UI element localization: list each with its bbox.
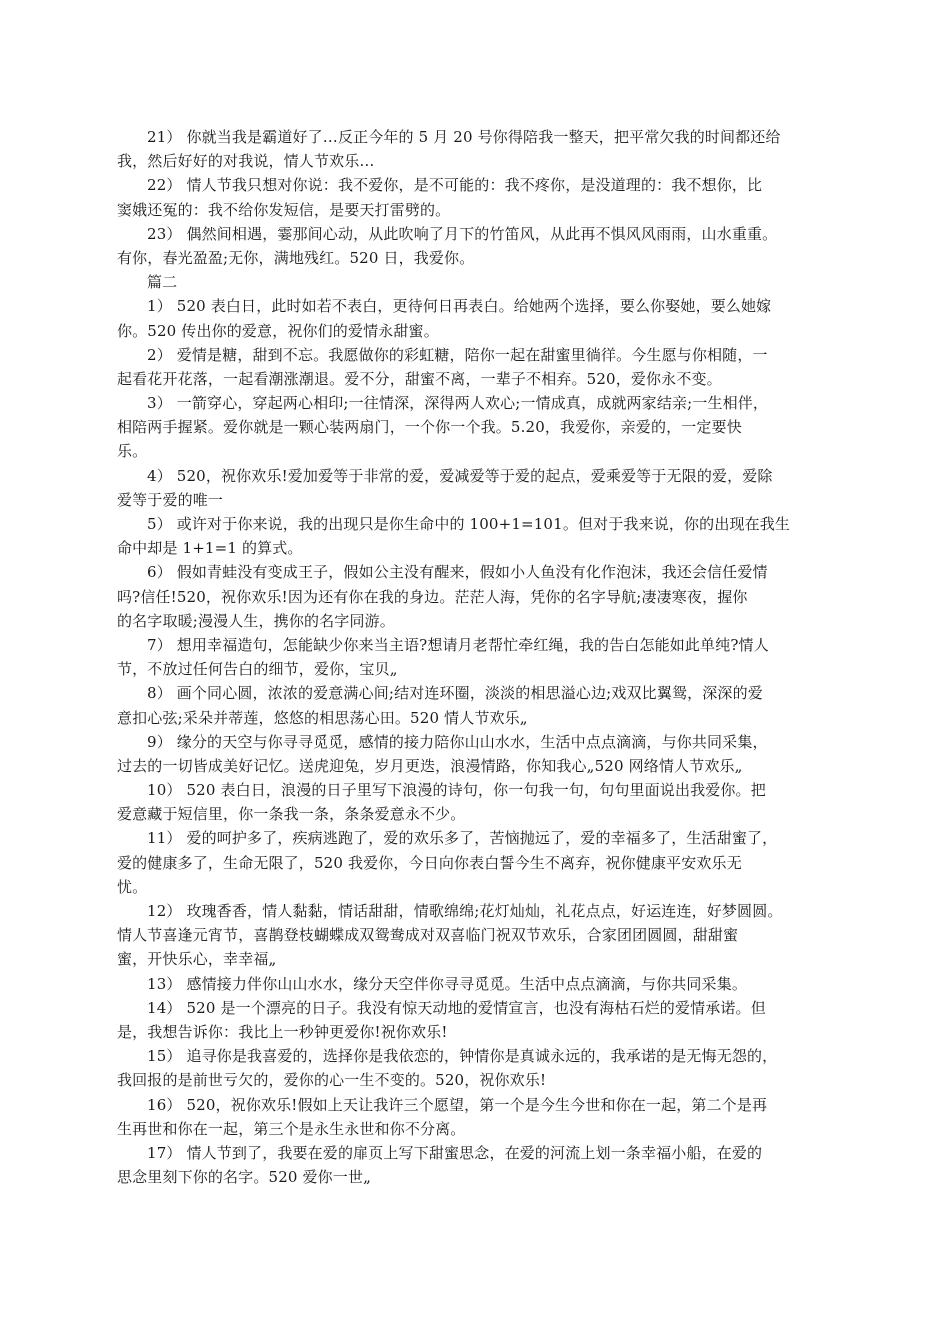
paragraph-continuation-line: 蜜，开快乐心，幸幸福„: [117, 950, 277, 969]
paragraph-continuation-line: 吗?信任!520，祝你欢乐!因为还有你在我的身边。茫茫人海，凭你的名字导航;凄凄寒夜，握你: [117, 587, 748, 606]
paragraph-start-line: 14） 520 是一个漂亮的日子。我没有惊天动地的爱情宣言，也没有海枯石烂的爱情承诺。但: [147, 998, 766, 1017]
paragraph-start-line: 13） 感情接力伴你山山水水，缘分天空伴你寻寻觅觅。生活中点点滴滴，与你共同采集。: [147, 974, 748, 993]
paragraph-continuation-line: 生再世和你在一起，第三个是永生永世和你不分离。: [117, 1119, 466, 1138]
paragraph-continuation-line: 有你，春光盈盈;无你，满地残红。520 日，我爱你。: [117, 248, 475, 267]
paragraph-continuation-line: 爱意藏于短信里，你一条我一条，条条爱意永不少。: [117, 805, 466, 824]
paragraph-continuation-line: 爱等于爱的唯一: [117, 490, 224, 509]
document-body: [117, 125, 817, 1189]
paragraph-start-line: 10） 520 表白日，浪漫的日子里写下浪漫的诗句，你一句我一句，句句里面说出我爱你。把: [147, 781, 766, 800]
paragraph-start-line: 21） 你就当我是霸道好了…反正今年的 5 月 20 号你得陪我一整天，把平常欠我的时间都还给: [147, 128, 781, 146]
paragraph-start-line: 2） 爱情是糖，甜到不忘。我愿做你的彩虹糖，陪你一起在甜蜜里徜徉。今生愿与你相随，一: [147, 345, 768, 364]
paragraph-continuation-line: 情人节喜逢元宵节，喜鹊登枝蝴蝶成双鸳鸯成对双喜临门祝双节欢乐，合家团团圆圆，甜甜蜜: [117, 926, 739, 945]
paragraph-continuation-line: 命中却是 1+1=1 的算式。: [117, 539, 303, 558]
paragraph-start-line: 17） 情人节到了，我要在爱的扉页上写下甜蜜思念，在爱的河流上划一条幸福小船，在爱的: [147, 1143, 763, 1162]
paragraph-start-line: 16） 520，祝你欢乐!假如上天让我许三个愿望，第一个是今生今世和你在一起，第二个是再: [147, 1095, 768, 1114]
document-page: [117, 125, 817, 1189]
paragraph-start-line: 8） 画个同心圆，浓浓的爱意满心间;结对连环圈，淡淡的相思溢心边;戏双比翼鸳，深深的爱: [147, 684, 763, 703]
paragraph-start-line: 7） 想用幸福造句，怎能缺少你来当主语?想请月老帮忙牵红绳，我的告白怎能如此单纯?情人: [147, 635, 769, 654]
paragraph-start-line: 5） 或许对于你来说，我的出现只是你生命中的 100+1=101。但对于我来说，你的出现在我生: [147, 515, 791, 533]
paragraph-continuation-line: 我，然后好好的对我说，情人节欢乐…: [117, 152, 375, 171]
paragraph-continuation-line: 忧。: [117, 877, 148, 896]
paragraph-start-line: 22） 情人节我只想对你说：我不爱你，是不可能的：我不疼你，是没道理的：我不想你，比: [147, 176, 763, 195]
paragraph-start-line: 篇二: [147, 273, 178, 292]
paragraph-start-line: 15） 追寻你是我喜爱的，选择你是我依恋的，钟情你是真诚永远的，我承诺的是无悔无怨的，: [147, 1047, 778, 1066]
paragraph-start-line: 1） 520 表白日，此时如若不表白，更待何日再表白。给她两个选择，要么你娶她，要么她嫁: [147, 297, 772, 316]
paragraph-continuation-line: 乐。: [117, 442, 148, 461]
paragraph-continuation-line: 窦娥还冤的：我不给你发短信，是要天打雷劈的。: [117, 200, 451, 219]
paragraph-continuation-line: 节，不放过任何告白的细节，爱你，宝贝„: [117, 660, 398, 679]
paragraph-start-line: 12） 玫瑰香香，情人黏黏，情话甜甜，情歌绵绵;花灯灿灿，礼花点点，好运连连，好梦圆圆。: [147, 902, 783, 920]
paragraph-continuation-line: 你。520 传出你的爱意，祝你们的爱情永甜蜜。: [117, 321, 439, 340]
paragraph-continuation-line: 思念里刻下你的名字。520 爱你一世„: [117, 1168, 372, 1187]
paragraph-continuation-line: 意扣心弦;采朵并蒂莲，悠悠的相思荡心田。520 情人节欢乐„: [117, 708, 528, 727]
paragraph-continuation-line: 过去的一切皆成美好记忆。送虎迎兔，岁月更迭，浪漫情路，你知我心„520 网络情人节欢乐„: [117, 756, 743, 775]
paragraph-start-line: 9） 缘分的天空与你寻寻觅觅，感情的接力陪你山山水水，生活中点点滴滴，与你共同采集，: [147, 732, 768, 751]
paragraph-continuation-line: 爱的健康多了，生命无限了，520 我爱你，今日向你表白誓今生不离弃，祝你健康平安欢乐无: [117, 853, 742, 872]
paragraph-continuation-line: 的名字取暖;漫漫人生，携你的名字同游。: [117, 611, 395, 630]
paragraph-continuation-line: 是，我想告诉你：我比上一秒钟更爱你!祝你欢乐!: [117, 1022, 448, 1041]
paragraph-start-line: 4） 520，祝你欢乐!爱加爱等于非常的爱，爱减爱等于爱的起点，爱乘爱等于无限的爱，爱除: [147, 466, 773, 485]
paragraph-start-line: 6） 假如青蛙没有变成王子，假如公主没有醒来，假如小人鱼没有化作泡沫，我还会信任爱情: [147, 563, 768, 582]
paragraph-start-line: 23） 偶然间相遇，霎那间心动，从此吹响了月下的竹笛风，从此再不惧风风雨雨，山水重重。: [147, 224, 778, 243]
paragraph-continuation-line: 起看花开花落，一起看潮涨潮退。爱不分，甜蜜不离，一辈子不相弃。520，爱你永不变。: [117, 369, 722, 388]
paragraph-start-line: 11） 爱的呵护多了，疾病逃跑了，爱的欢乐多了，苦恼抛远了，爱的幸福多了，生活甜蜜了，: [147, 829, 778, 848]
paragraph-continuation-line: 我回报的是前世亏欠的，爱你的心一生不变的。520，祝你欢乐!: [117, 1071, 547, 1090]
paragraph-start-line: 3） 一箭穿心，穿起两心相印;一往情深，深得两人欢心;一情成真，成就两家结亲;一生相伴，: [147, 394, 769, 413]
paragraph-continuation-line: 相陪两手握紧。爱你就是一颗心装两扇门，一个你一个我。5.20，我爱你，亲爱的，一定要快: [117, 418, 742, 437]
